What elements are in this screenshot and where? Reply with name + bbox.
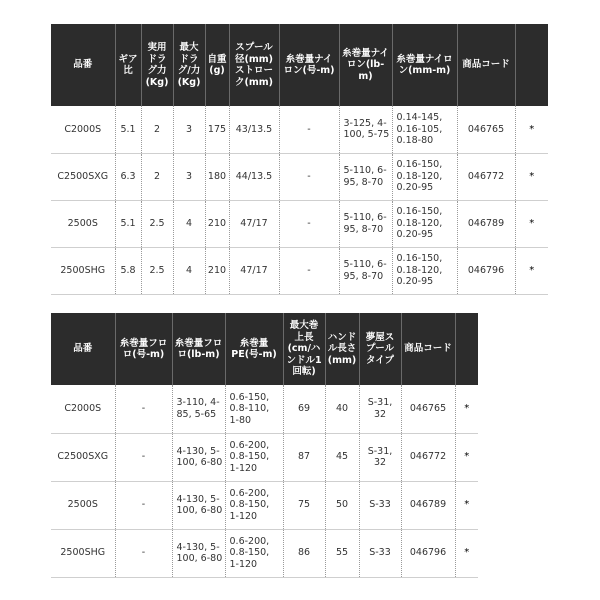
table-cell: 210	[205, 247, 229, 294]
table-cell: 0.6-150, 0.8-110, 1-80	[225, 385, 283, 433]
column-header: ハンドル長さ(mm)	[325, 313, 359, 385]
table-cell: 4-130, 5-100, 6-80	[172, 481, 225, 529]
table-cell: 47/17	[229, 247, 279, 294]
table-cell: 0.16-150, 0.18-120, 0.20-95	[392, 247, 457, 294]
table-cell: 55	[325, 529, 359, 577]
column-header: 糸巻量ナイロン(号-m)	[279, 24, 339, 106]
table-row	[51, 433, 478, 481]
column-header: 最大ドラグ/力(Kg)	[173, 24, 205, 106]
table-cell: 5.1	[115, 200, 141, 247]
table-header-row	[51, 24, 548, 106]
product-code-cell: 046765	[401, 385, 455, 433]
table-cell: 0.16-150, 0.18-120, 0.20-95	[392, 153, 457, 200]
column-header	[515, 24, 548, 106]
note-mark: *	[455, 529, 478, 577]
table-cell: 40	[325, 385, 359, 433]
column-header: 糸巻量ナイロン(lb-m)	[339, 24, 392, 106]
table-cell: 180	[205, 153, 229, 200]
table-cell: 210	[205, 200, 229, 247]
product-code-cell: 046772	[457, 153, 515, 200]
table-cell: S-31, 32	[359, 385, 401, 433]
column-header: ギア比	[115, 24, 141, 106]
note-mark: *	[515, 106, 548, 153]
table-cell: 69	[283, 385, 325, 433]
table-cell: 75	[283, 481, 325, 529]
note-mark: *	[455, 433, 478, 481]
column-header: 糸巻量PE(号-m)	[225, 313, 283, 385]
spec-table-1	[51, 24, 548, 295]
table-row	[51, 153, 548, 200]
table-cell: S-33	[359, 481, 401, 529]
table-cell: 44/13.5	[229, 153, 279, 200]
spec-table-2	[51, 313, 478, 578]
model-cell: 2500S	[51, 200, 115, 247]
model-cell: 2500S	[51, 481, 115, 529]
table-cell: 86	[283, 529, 325, 577]
model-cell: 2500SHG	[51, 247, 115, 294]
note-mark: *	[515, 247, 548, 294]
table-cell: 5.8	[115, 247, 141, 294]
table-cell: 2.5	[141, 200, 173, 247]
model-cell: C2500SXG	[51, 433, 115, 481]
column-header: 夢屋スプールタイプ	[359, 313, 401, 385]
table-cell: -	[279, 106, 339, 153]
table-row	[51, 247, 548, 294]
table-cell: -	[115, 433, 172, 481]
table-cell: 5-110, 6-95, 8-70	[339, 153, 392, 200]
table-cell: 5-110, 6-95, 8-70	[339, 200, 392, 247]
table-cell: 0.6-200, 0.8-150, 1-120	[225, 529, 283, 577]
column-header: 自重(g)	[205, 24, 229, 106]
product-code-cell: 046796	[401, 529, 455, 577]
note-mark: *	[455, 385, 478, 433]
note-mark: *	[455, 481, 478, 529]
table-cell: 5-110, 6-95, 8-70	[339, 247, 392, 294]
product-code-cell: 046772	[401, 433, 455, 481]
model-cell: C2000S	[51, 385, 115, 433]
table-cell: 2	[141, 153, 173, 200]
table-cell: 5.1	[115, 106, 141, 153]
table-cell: 3-125, 4-100, 5-75	[339, 106, 392, 153]
column-header: 実用ドラグ力(Kg)	[141, 24, 173, 106]
model-cell: 2500SHG	[51, 529, 115, 577]
table-cell: 3-110, 4-85, 5-65	[172, 385, 225, 433]
column-header: 品番	[51, 313, 115, 385]
table-cell: -	[115, 529, 172, 577]
table-cell: 4	[173, 247, 205, 294]
table-cell: 2	[141, 106, 173, 153]
model-cell: C2500SXG	[51, 153, 115, 200]
table-row	[51, 481, 478, 529]
column-header: スプール径(mm)ストローク(mm)	[229, 24, 279, 106]
table-cell: 45	[325, 433, 359, 481]
table-cell: 4	[173, 200, 205, 247]
table-cell: 0.6-200, 0.8-150, 1-120	[225, 481, 283, 529]
table-row	[51, 106, 548, 153]
table-row	[51, 385, 478, 433]
table-cell: -	[279, 153, 339, 200]
table-cell: 3	[173, 106, 205, 153]
table-cell: 2.5	[141, 247, 173, 294]
product-code-cell: 046789	[457, 200, 515, 247]
table-cell: S-33	[359, 529, 401, 577]
table-row	[51, 200, 548, 247]
table-cell: -	[115, 385, 172, 433]
note-mark: *	[515, 200, 548, 247]
product-code-cell: 046789	[401, 481, 455, 529]
table-cell: 4-130, 5-100, 6-80	[172, 433, 225, 481]
table-cell: 0.6-200, 0.8-150, 1-120	[225, 433, 283, 481]
column-header: 糸巻量フロロ(lb-m)	[172, 313, 225, 385]
column-header	[455, 313, 478, 385]
table-cell: -	[115, 481, 172, 529]
table-cell: S-31, 32	[359, 433, 401, 481]
product-code-cell: 046796	[457, 247, 515, 294]
column-header: 糸巻量フロロ(号-m)	[115, 313, 172, 385]
table-cell: 87	[283, 433, 325, 481]
column-header: 商品コード	[457, 24, 515, 106]
table-cell: 175	[205, 106, 229, 153]
product-code-cell: 046765	[457, 106, 515, 153]
table-cell: 4-130, 5-100, 6-80	[172, 529, 225, 577]
table-header-row	[51, 313, 478, 385]
table-cell: 47/17	[229, 200, 279, 247]
table-cell: 0.14-145, 0.16-105, 0.18-80	[392, 106, 457, 153]
table-cell: -	[279, 200, 339, 247]
column-header: 糸巻量ナイロン(mm-m)	[392, 24, 457, 106]
note-mark: *	[515, 153, 548, 200]
model-cell: C2000S	[51, 106, 115, 153]
table-row	[51, 529, 478, 577]
table-cell: 3	[173, 153, 205, 200]
column-header: 商品コード	[401, 313, 455, 385]
column-header: 最大巻上長(cm/ハンドル1回転)	[283, 313, 325, 385]
table-cell: 6.3	[115, 153, 141, 200]
table-cell: 43/13.5	[229, 106, 279, 153]
table-cell: 50	[325, 481, 359, 529]
table-cell: -	[279, 247, 339, 294]
column-header: 品番	[51, 24, 115, 106]
table-cell: 0.16-150, 0.18-120, 0.20-95	[392, 200, 457, 247]
